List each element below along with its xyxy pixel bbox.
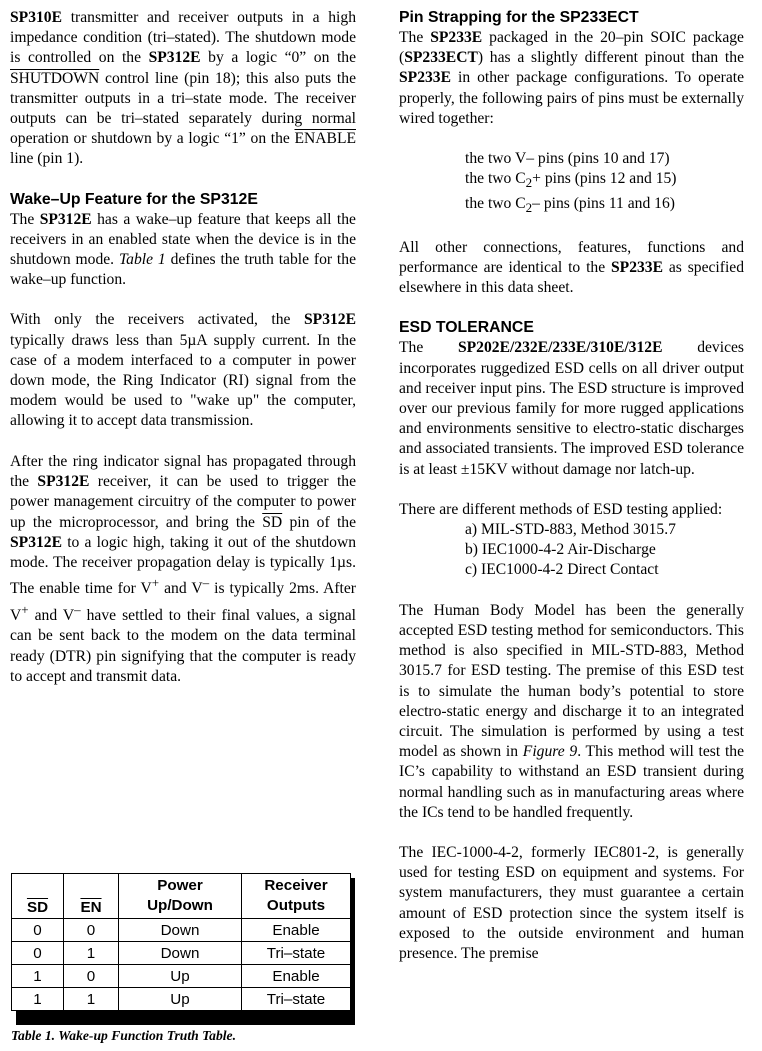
table-row: 0 0 Down Enable <box>12 919 351 942</box>
truth-table-container <box>11 873 351 1011</box>
table-header-row <box>12 874 351 919</box>
human-body-model-paragraph: The Human Body Model has been the generally accepted ESD testing method for semiconductors. This method is also specified in MIL-STD-883, Method 3015.7 for ESD testing. The premise of this ESD test is to simulate the human body’s potential to store electro-static energy and discharge it to an integrated circuit. The simulation is performed by using a test model as shown in Figure 9. This method will test the IC’s capability to withstand an ESD transient during normal handling such as in manufacturing areas where the ICs tend to be handled frequently. <box>399 601 744 821</box>
table-row: 0 1 Down Tri–state <box>12 942 351 965</box>
header-receiver: Receiver Outputs <box>242 874 351 919</box>
table-row: 1 0 Up Enable <box>12 965 351 988</box>
table-row: 1 1 Up Tri–state <box>12 988 351 1011</box>
esd-method-b: b) IEC1000-4-2 Air-Discharge <box>465 541 656 559</box>
pin-pair-1: the two V– pins (pins 10 and 17) <box>465 150 670 168</box>
header-en: $\overline{EN}$ <box>64 874 119 919</box>
shutdown-paragraph: SP310E transmitter and receiver outputs in a high impedance condition (tri–stated). The shutdown mode is controlled on the SP312E by a logic “0” on the SHUTDOWN control line (pin 18); this also puts the transmitter outputs in a tri–state mode. The receiver outputs can be tri–stated separately during normal operation or shutdown by a logic “1” on the ENABLE line (pin 1). <box>10 9 357 168</box>
pin-pair-2: the two $C_2+$ pins (pins 12 and 15) <box>465 170 677 191</box>
right-column <box>399 8 744 964</box>
wake-up-paragraph: The SP312E has a wake–up feature that keeps all the receivers in an enabled state when the device is in the shutdown mode. Table 1 defines the truth table for the wake–up function. <box>10 210 356 289</box>
iec-paragraph: The IEC-1000-4-2, formerly IEC801-2, is generally used for testing ESD on equipment and systems. For system manufacturers, they must guarantee a certain amount of ESD protection since the system itself is exposed to the outside environment and human presence. The premise <box>399 843 744 962</box>
esd-method-a: a) MIL-STD-883, Method 3015.7 <box>465 521 676 539</box>
wake-up-heading: Wake–Up Feature for the SP312E <box>10 190 258 208</box>
pin-strapping-heading: Pin Strapping for the SP233ECT <box>399 9 639 26</box>
pin-strapping-paragraph: The SP233E packaged in the 20–pin SOIC package (SP233ECT) has a slightly different pinout than the SP233E in other package configurations. To operate properly, the following pairs of pins must be externally wired together: <box>399 29 744 127</box>
header-power: Power Up/Down <box>119 874 242 919</box>
esd-paragraph: The SP202E/232E/233E/310E/312E devices incorporates ruggedized ESD cells on all driver output and receiver input pins. The ESD structure is improved over our previous family for more rugged applications and environments sensitive to electro-static discharges and associated transients. The improved ESD tolerance is at least ±15KV without damage nor latch-up. <box>399 339 744 478</box>
sd-signal: $\overline{SD}$ <box>262 513 283 531</box>
header-sd: $\overline{SD}$ <box>12 874 64 919</box>
connections-paragraph: All other connections, features, functions and performance are identical to the SP233E as specified elsewhere in this data sheet. <box>399 238 744 297</box>
esd-methods-intro: There are different methods of ESD testing applied: <box>399 500 723 518</box>
ring-indicator-paragraph: After the ring indicator signal has propagated through the SP312E receiver, it can be used to trigger the power management circuitry of the computer to power up the microprocessor, and bring the $\overline{SD}$ pin of the SP312E to a logic high, taking it out of the shutdown mode. The receiver propagation delay is typically 1µs. The enable time for V+ and V– is typically 2ms. After V+ and V– have settled to their final values, a signal can be sent back to the modem on the data terminal ready (DTR) pin signifying that the computer is ready to accept and transmit data. <box>10 452 357 685</box>
truth-table <box>11 873 351 1011</box>
pin-pair-3: the two $C_2-$ pins (pins 11 and 16) <box>465 194 675 215</box>
enable-signal: ENABLE <box>294 130 356 148</box>
left-column <box>10 8 356 687</box>
shutdown-signal: SHUTDOWN <box>10 69 100 87</box>
esd-heading: ESD TOLERANCE <box>399 319 534 337</box>
esd-method-c: c) IEC1000-4-2 Direct Contact <box>465 561 659 579</box>
table-caption: Table 1. Wake-up Function Truth Table. <box>11 1028 236 1043</box>
receivers-paragraph: With only the receivers activated, the SP312E typically draws less than 5µA supply current. In the case of a modem interfaced to a computer in power down mode, the Ring Indicator (RI) signal from the modem would be used to "wake up" the computer, allowing it to accept data transmission. <box>10 311 356 430</box>
